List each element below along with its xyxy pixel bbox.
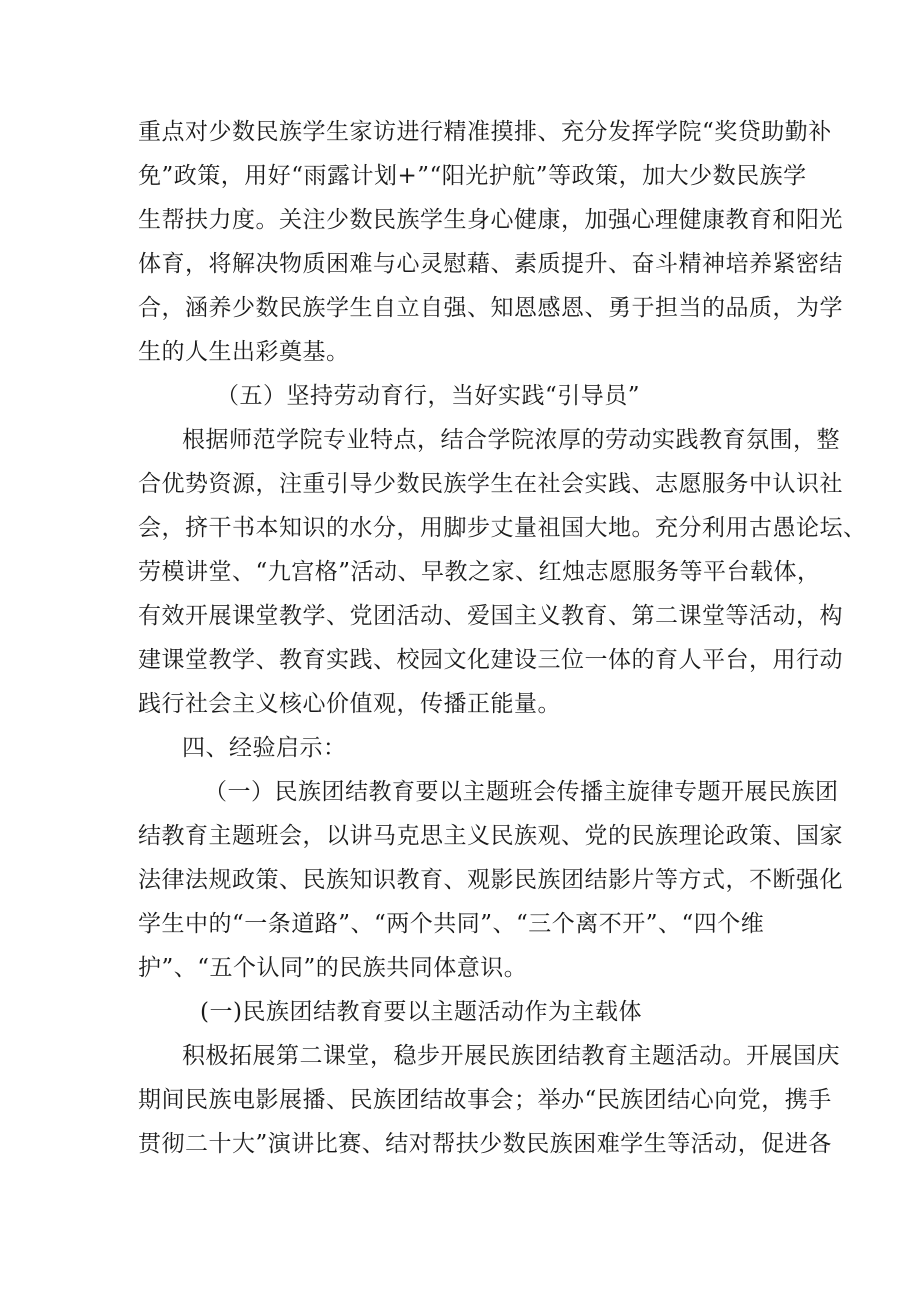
section-heading: （五）坚持劳动育行，当好实践“引导员” (216, 383, 641, 409)
paragraph-line: 有效开展课堂教学、党团活动、爱国主义教育、第二课堂等活动，构 (138, 603, 843, 629)
paragraph-line: 结教育主题班会，以讲马克思主义民族观、党的民族理论政策、国家 (138, 823, 843, 849)
paragraph-line: 根据师范学院专业特点，结合学院浓厚的劳动实践教育氛围，整 (182, 427, 840, 453)
paragraph-line: 体育，将解决物质困难与心灵慰藉、素质提升、奋斗精神培养紧密结 (138, 251, 843, 277)
paragraph-line: 贯彻二十大”演讲比赛、结对帮扶少数民族困难学生等活动，促进各 (138, 1131, 832, 1157)
section-heading: (一)民族团结教育要以主题活动作为主载体 (200, 999, 642, 1025)
paragraph-line: 生的人生出彩奠基。 (138, 339, 350, 365)
paragraph-line: 免”政策，用好“雨露计划+”“阳光护航”等政策，加大少数民族学 (138, 163, 807, 189)
paragraph-line: （一）民族团结教育要以主题班会传播主旋律专题开展民族团 (204, 779, 839, 805)
paragraph-line: 重点对少数民族学生家访进行精准摸排、充分发挥学院“奖贷助勤补 (138, 119, 832, 145)
paragraph-line: 生帮扶力度。关注少数民族学生身心健康，加强心理健康教育和阳光 (138, 207, 843, 233)
paragraph-line: 合优势资源，注重引导少数民族学生在社会实践、志愿服务中认识社 (138, 471, 843, 497)
paragraph-line: 会，挤干书本知识的水分，用脚步丈量祖国大地。充分利用古愚论坛、 (138, 515, 867, 541)
section-heading: 四、经验启示： (182, 735, 347, 761)
paragraph-line: 践行社会主义核心价值观，传播正能量。 (138, 691, 561, 717)
paragraph-line: 护”、“五个认同”的民族共同体意识。 (138, 955, 528, 981)
paragraph-line: 建课堂教学、教育实践、校园文化建设三位一体的育人平台，用行动 (138, 647, 843, 673)
paragraph-line: 劳模讲堂、“九宫格”活动、早教之家、红烛志愿服务等平台载体， (138, 559, 821, 585)
paragraph-line: 法律法规政策、民族知识教育、观影民族团结影片等方式，不断强化 (138, 867, 843, 893)
paragraph-line: 学生中的“一条道路”、“两个共同”、“三个离不开”、“四个维 (138, 911, 765, 937)
paragraph-line: 积极拓展第二课堂，稳步开展民族团结教育主题活动。开展国庆 (182, 1043, 840, 1069)
paragraph-line: 合，涵养少数民族学生自立自强、知恩感恩、勇于担当的品质，为学 (138, 295, 843, 321)
paragraph-line: 期间民族电影展播、民族团结故事会；举办“民族团结心向党，携手 (138, 1087, 832, 1113)
